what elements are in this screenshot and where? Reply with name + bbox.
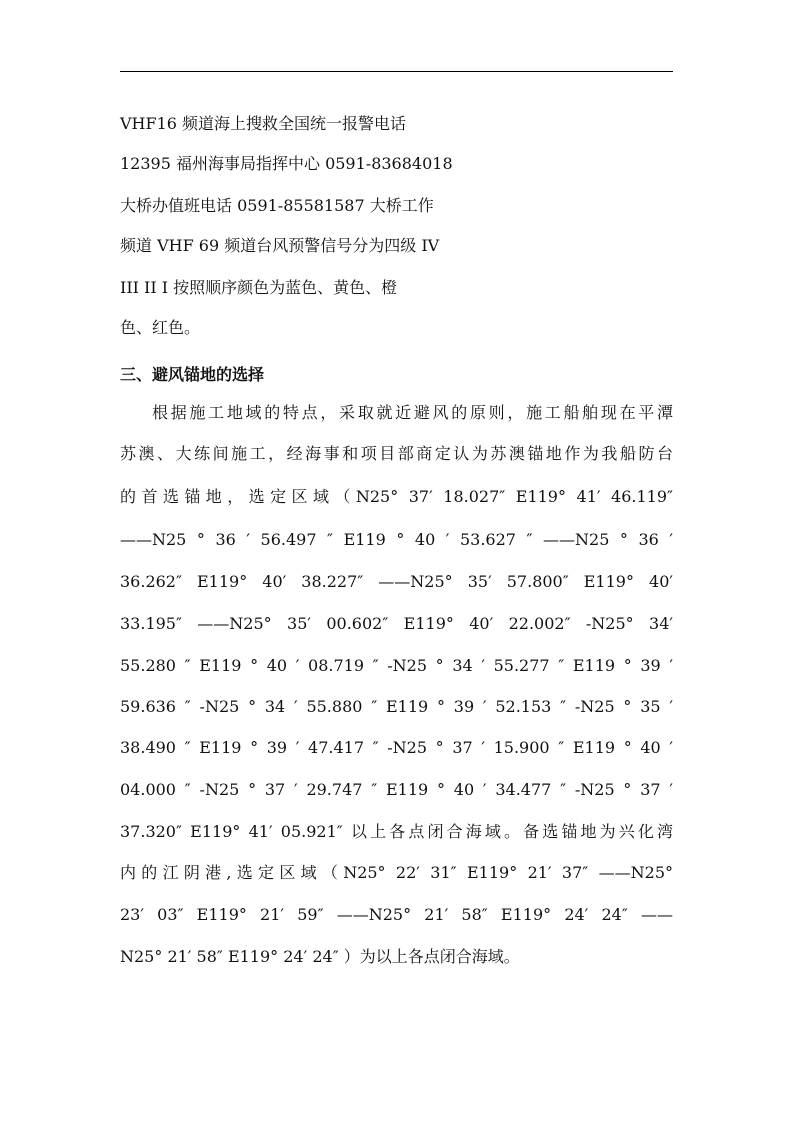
text-line: 色、红色。: [120, 318, 201, 337]
text-line: 根据施工地域的特点，采取就近避风的原则，施工船舶现在平潭: [152, 403, 673, 422]
text-line: 的首选锚地，选定区域（N25° 37′ 18.027″ E119° 41′ 46.119″: [120, 487, 673, 506]
text-line: 37.320″ E119° 41′ 05.921″ 以上各点闭合海域。备选锚地为兴化湾: [120, 822, 673, 841]
text-line: 12395 福州海事局指挥中心 0591-83684018: [120, 154, 453, 173]
text-line: 04.000 ″ -N25 ° 37 ′ 29.747 ″ E119 ° 40 ′ 34.477 ″ -N25 ° 37 ′: [120, 780, 673, 799]
text-line: 频道 VHF 69 频道台风预警信号分为四级 IV: [120, 236, 440, 255]
text-line: 55.280 ″ E119 ° 40 ′ 08.719 ″ -N25 ° 34 ′ 55.277 ″ E119 ° 39 ′: [120, 656, 673, 675]
section-heading: 三、避风锚地的选择: [120, 365, 265, 384]
text-line: 大桥办值班电话 0591-85581587 大桥工作: [120, 196, 434, 215]
text-line: 59.636 ″ -N25 ° 34 ′ 55.880 ″ E119 ° 39 ′ 52.153 ″ -N25 ° 35 ′: [120, 697, 673, 716]
text-line: 36.262″ E119° 40′ 38.227″ ——N25° 35′ 57.800″ E119° 40′: [120, 572, 673, 591]
text-line: VHF16 频道海上搜救全国统一报警电话: [120, 114, 407, 133]
header-rule: [120, 71, 673, 72]
text-line: 38.490 ″ E119 ° 39 ′ 47.417 ″ -N25 ° 37 ′ 15.900 ″ E119 ° 40 ′: [120, 738, 673, 757]
text-line: 苏澳、大练间施工，经海事和项目部商定认为苏澳锚地作为我船防台: [120, 444, 673, 463]
text-line: N25° 21′ 58″ E119° 24′ 24″ ）为以上各点闭合海域。: [120, 947, 520, 966]
text-line: III II I 按照顺序颜色为蓝色、黄色、橙: [120, 278, 398, 297]
text-line: 内的江阴港,选定区域（N25° 22′ 31″ E119° 21′ 37″ ——N25°: [120, 863, 673, 882]
text-line: 33.195″ ——N25° 35′ 00.602″ E119° 40′ 22.002″ -N25° 34′: [120, 614, 673, 633]
text-line: ——N25 ° 36 ′ 56.497 ″ E119 ° 40 ′ 53.627 ″ ——N25 ° 36 ′: [120, 530, 673, 549]
text-line: 23′ 03″ E119° 21′ 59″ ——N25° 21′ 58″ E119° 24′ 24″ ——: [120, 905, 673, 924]
